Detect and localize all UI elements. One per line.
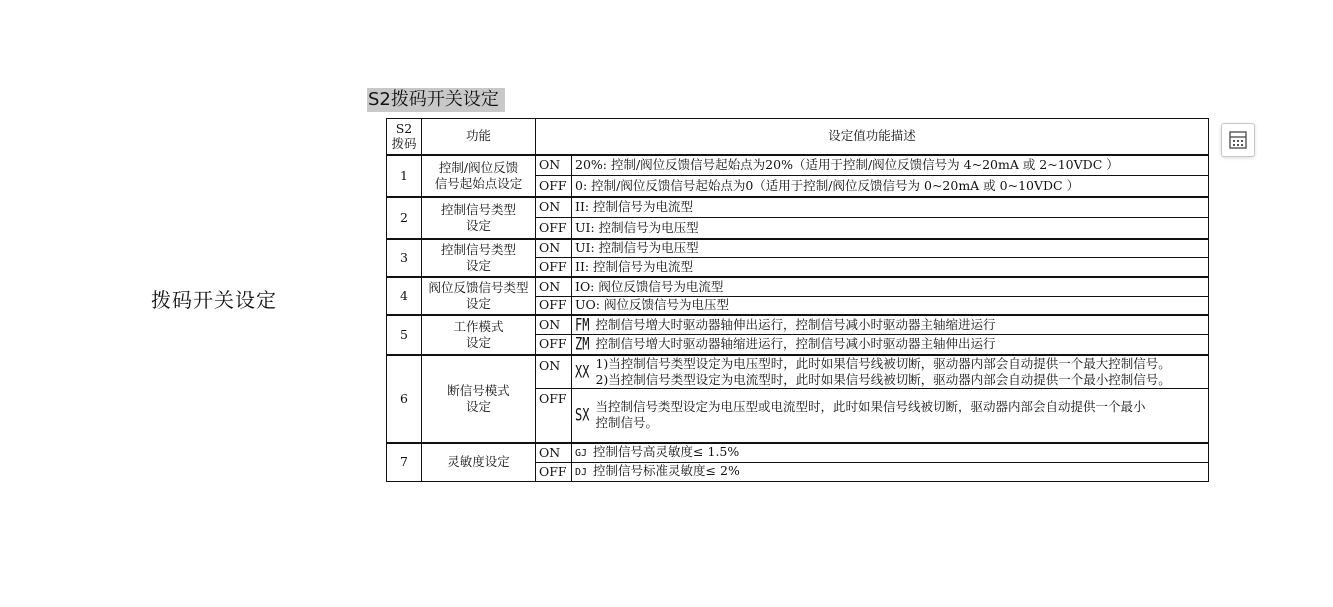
mode-code: DJ <box>575 466 588 478</box>
table-row <box>387 277 1209 297</box>
switch-state: OFF <box>536 389 572 443</box>
description-text: 控制信号增大时驱动器轴伸出运行，控制信号减小时驱动器主轴缩进运行 <box>595 316 996 332</box>
state-description <box>572 239 1209 258</box>
description-text: 当控制信号类型设定为电压型或电流型时，此时如果信号线被切断，驱动器内部会自动提供一个最小 控制信号。 <box>595 399 1146 431</box>
switch-state: ON <box>536 155 572 176</box>
description-text: II: 控制信号为电流型 <box>575 258 694 274</box>
switch-function: 工作模式 设定 <box>422 315 536 355</box>
table-row <box>387 355 1209 389</box>
switch-function: 控制/阀位反馈 信号起始点设定 <box>422 155 536 197</box>
table-row <box>387 443 1209 463</box>
switch-number: 5 <box>387 315 422 355</box>
table-row <box>387 315 1209 335</box>
state-description <box>572 218 1209 239</box>
state-description <box>572 155 1209 176</box>
switch-state: OFF <box>536 258 572 277</box>
description-text: 20%: 控制/阀位反馈信号起始点为20%（适用于控制/阀位反馈信号为 4~20mA 或 2~10VDC ） <box>575 157 1119 173</box>
switch-number: 6 <box>387 355 422 443</box>
switch-state: ON <box>536 315 572 335</box>
switch-state: OFF <box>536 335 572 355</box>
switch-state: ON <box>536 355 572 389</box>
switch-state: OFF <box>536 462 572 481</box>
description-text: 控制信号标准灵敏度≤ 2% <box>593 462 740 478</box>
switch-state: OFF <box>536 297 572 315</box>
mode-code: SX <box>575 405 590 426</box>
state-description <box>572 258 1209 277</box>
switch-function: 控制信号类型 设定 <box>422 239 536 277</box>
state-description <box>572 335 1209 355</box>
table-tool-button[interactable] <box>1221 123 1255 157</box>
switch-function: 阀位反馈信号类型 设定 <box>422 277 536 315</box>
header-description: 设定值功能描述 <box>536 119 1209 155</box>
section-title: S2拨码开关设定 <box>367 88 505 112</box>
state-description <box>572 197 1209 218</box>
description-text: 控制信号增大时驱动器轴缩进运行，控制信号减小时驱动器主轴伸出运行 <box>595 336 996 352</box>
switch-number: 4 <box>387 277 422 315</box>
mode-code: GJ <box>575 447 588 459</box>
table-row <box>387 155 1209 176</box>
state-description <box>572 176 1209 197</box>
switch-number: 7 <box>387 443 422 482</box>
mode-code: FM <box>575 314 590 335</box>
table-row <box>387 197 1209 218</box>
mode-code: ZM <box>575 334 590 355</box>
side-label: 拨码开关设定 <box>151 288 277 312</box>
description-text: UO: 阀位反馈信号为电压型 <box>575 297 729 313</box>
table-row <box>387 239 1209 258</box>
switch-state: ON <box>536 239 572 258</box>
state-description <box>572 277 1209 297</box>
state-description <box>572 389 1209 443</box>
dip-switch-table <box>386 118 1209 482</box>
switch-state: OFF <box>536 176 572 197</box>
description-text: 0: 控制/阀位反馈信号起始点为0（适用于控制/阀位反馈信号为 0~20mA 或 0~10VDC ） <box>575 177 1080 193</box>
state-description <box>572 315 1209 335</box>
state-description <box>572 462 1209 481</box>
description-text: UI: 控制信号为电压型 <box>575 240 699 256</box>
mode-code: XX <box>575 361 590 382</box>
header-dip: S2 拨码 <box>387 119 422 155</box>
description-text: IO: 阀位反馈信号为电流型 <box>575 278 724 294</box>
switch-number: 3 <box>387 239 422 277</box>
description-text: 控制信号高灵敏度≤ 1.5% <box>593 443 740 459</box>
switch-state: OFF <box>536 218 572 239</box>
switch-function: 断信号模式 设定 <box>422 355 536 443</box>
state-description <box>572 355 1209 389</box>
switch-state: ON <box>536 277 572 297</box>
switch-function: 灵敏度设定 <box>422 443 536 482</box>
switch-state: ON <box>536 197 572 218</box>
description-text: UI: 控制信号为电压型 <box>575 219 699 235</box>
switch-number: 2 <box>387 197 422 239</box>
description-text: II: 控制信号为电流型 <box>575 199 694 215</box>
switch-number: 1 <box>387 155 422 197</box>
state-description <box>572 297 1209 315</box>
header-function: 功能 <box>422 119 536 155</box>
state-description <box>572 443 1209 463</box>
description-text: 1)当控制信号类型设定为电压型时，此时如果信号线被切断，驱动器内部会自动提供一个最大控制信号。 2)当控制信号类型设定为电流型时，此时如果信号线被切断，驱动器内部会自动提供一个最小控制信号。 <box>595 355 1171 387</box>
switch-state: ON <box>536 443 572 463</box>
switch-function: 控制信号类型 设定 <box>422 197 536 239</box>
table-calculator-icon <box>1228 130 1248 150</box>
